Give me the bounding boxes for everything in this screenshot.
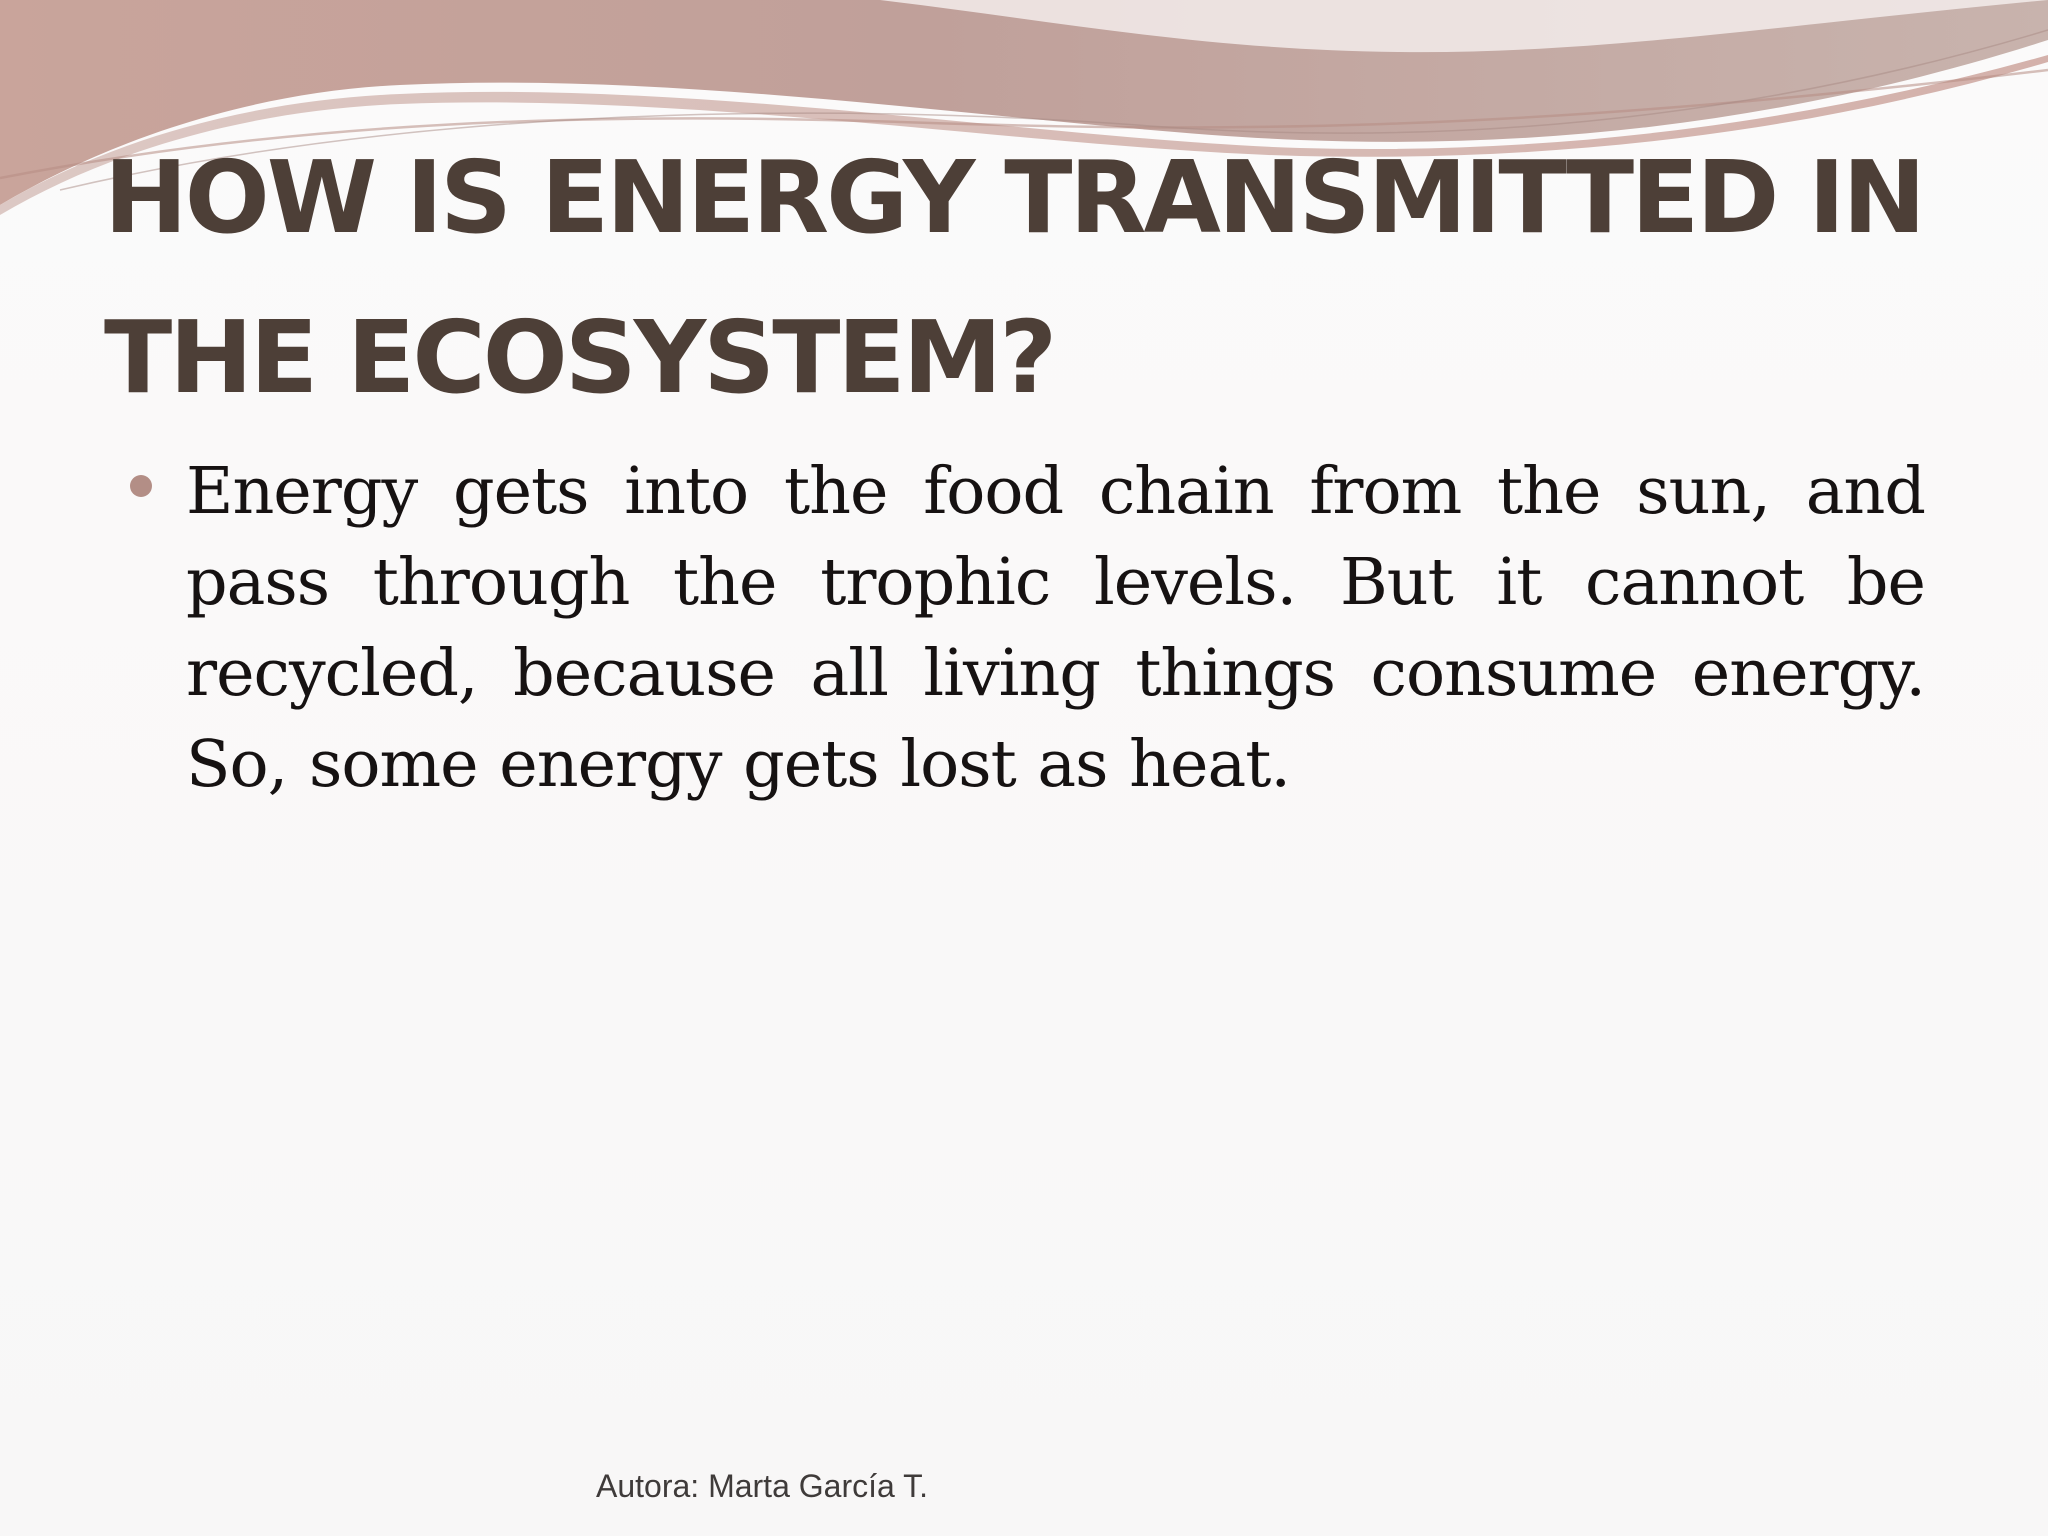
bullet-text: Energy gets into the food chain from the sun, and pass through the trophic levels. But it cannot be recycled, because all living things consume energy. So, some energy gets lost as heat. [186, 454, 1925, 802]
bullet-list [130, 446, 1925, 810]
bullet-item [130, 446, 1925, 810]
bullet-dot-icon [130, 475, 152, 497]
slide-title: HOW IS ENERGY TRANSMITTED IN THE ECOSYSTEM? [104, 139, 1924, 416]
footer-author: Autora: Marta García T. [596, 1468, 928, 1504]
